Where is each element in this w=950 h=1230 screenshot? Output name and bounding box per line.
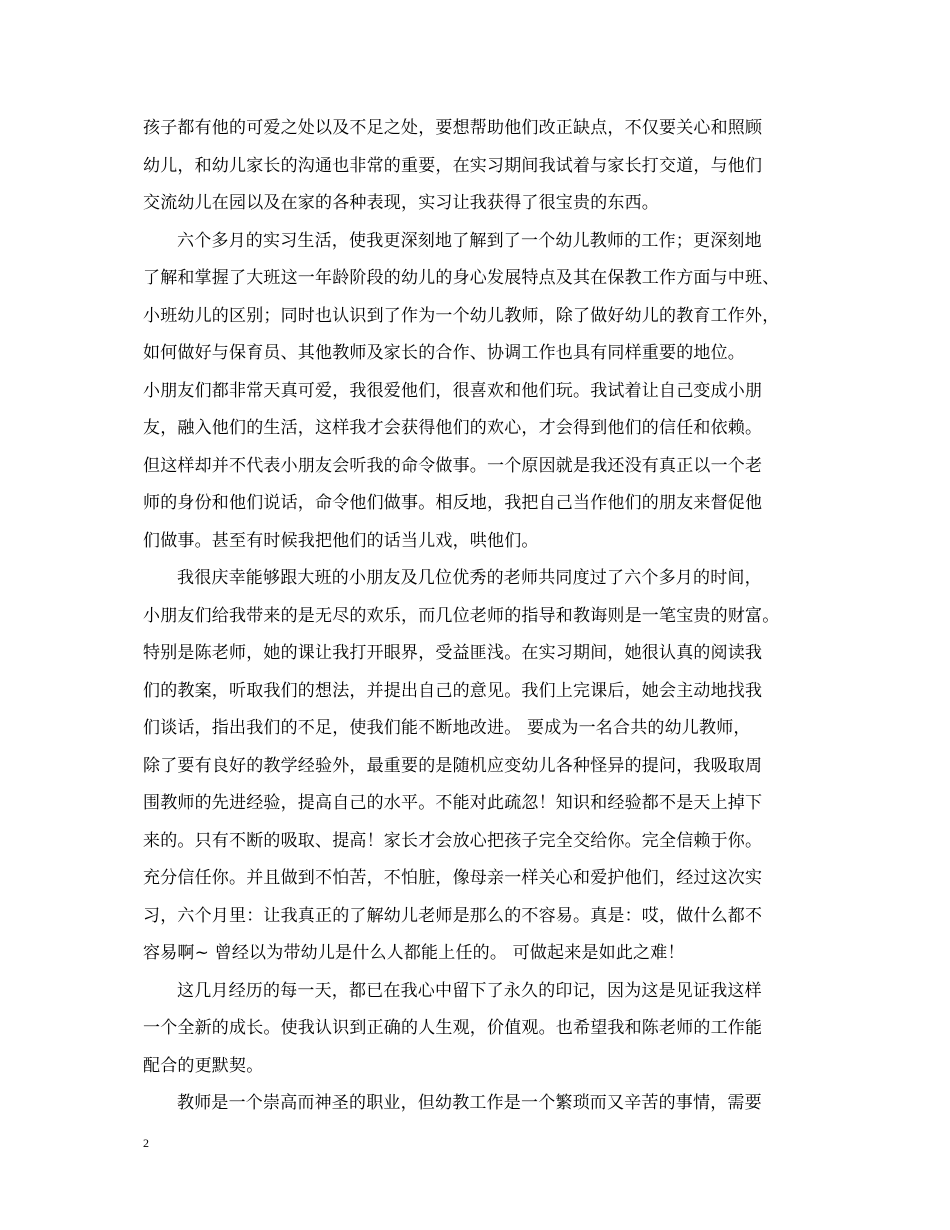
- text-line: 配合的更默契。: [143, 1056, 264, 1076]
- text-line: 一个全新的成长。使我认识到正确的人生观，价值观。也希望我和陈老师的工作能: [143, 1018, 763, 1038]
- text-line: 小朋友们给我带来的是无尽的欢乐，而几位老师的指导和教诲则是一笔宝贵的财富。: [143, 606, 780, 626]
- text-line: 们的教案，听取我们的想法，并提出自己的意见。我们上完课后，她会主动地找我: [143, 681, 763, 701]
- text-line: 习，六个月里：让我真正的了解幼儿老师是那么的不容易。真是：哎，做什么都不: [143, 906, 763, 926]
- text-line: 充分信任你。并且做到不怕苦，不怕脏，像母亲一样关心和爱护他们，经过这次实: [143, 868, 763, 888]
- text-line: 我很庆幸能够跟大班的小朋友及几位优秀的老师共同度过了六个多月的时间，: [177, 568, 762, 588]
- text-line: 容易啊~ 曾经以为带幼儿是什么人都能上任的。 可做起来是如此之难！: [143, 943, 685, 963]
- text-line: 围教师的先进经验，提高自己的水平。不能对此疏忽！知识和经验都不是天上掉下: [143, 793, 763, 813]
- text-line: 教师是一个崇高而神圣的职业，但幼教工作是一个繁琐而又辛苦的事情，需要: [177, 1093, 762, 1113]
- text-line: 小朋友们都非常天真可爱，我很爱他们，很喜欢和他们玩。我试着让自己变成小朋: [143, 381, 763, 401]
- text-line: 来的。只有不断的吸取、提高！家长才会放心把孩子完全交给你。完全信赖于你。: [143, 831, 763, 851]
- text-line: 除了要有良好的教学经验外，最重要的是随机应变幼儿各种怪异的提问，我吸取周: [143, 756, 763, 776]
- text-line: 六个多月的实习生活，使我更深刻地了解到了一个幼儿教师的工作；更深刻地: [177, 231, 762, 251]
- text-line: 特别是陈老师，她的课让我打开眼界，受益匪浅。在实习期间，她很认真的阅读我: [143, 643, 763, 663]
- text-line: 这几月经历的每一天，都已在我心中留下了永久的印记，因为这是见证我这样: [177, 981, 762, 1001]
- text-line: 幼儿，和幼儿家长的沟通也非常的重要，在实习期间我试着与家长打交道，与他们: [143, 156, 763, 176]
- text-line: 如何做好与保育员、其他教师及家长的合作、协调工作也具有同样重要的地位。: [143, 343, 745, 363]
- text-line: 交流幼儿在园以及在家的各种表现，实习让我获得了很宝贵的东西。: [143, 193, 659, 213]
- text-line: 友，融入他们的生活，这样我才会获得他们的欢心，才会得到他们的信任和依赖。: [143, 418, 763, 438]
- page-number: 2: [143, 1136, 149, 1150]
- text-line: 小班幼儿的区别；同时也认识到了作为一个幼儿教师，除了做好幼儿的教育工作外，: [143, 306, 780, 326]
- text-line: 了解和掌握了大班这一年龄阶段的幼儿的身心发展特点及其在保教工作方面与中班、: [143, 268, 780, 288]
- text-line: 师的身份和他们说话，命令他们做事。相反地，我把自己当作他们的朋友来督促他: [143, 493, 763, 513]
- text-line: 但这样却并不代表小朋友会听我的命令做事。一个原因就是我还没有真正以一个老: [143, 456, 763, 476]
- text-line: 们谈话，指出我们的不足，使我们能不断地改进。 要成为一名合共的幼儿教师，: [143, 718, 751, 738]
- text-line: 孩子都有他的可爱之处以及不足之处，要想帮助他们改正缺点，不仅要关心和照顾: [143, 118, 763, 138]
- text-line: 们做事。甚至有时候我把他们的话当儿戏，哄他们。: [143, 531, 539, 551]
